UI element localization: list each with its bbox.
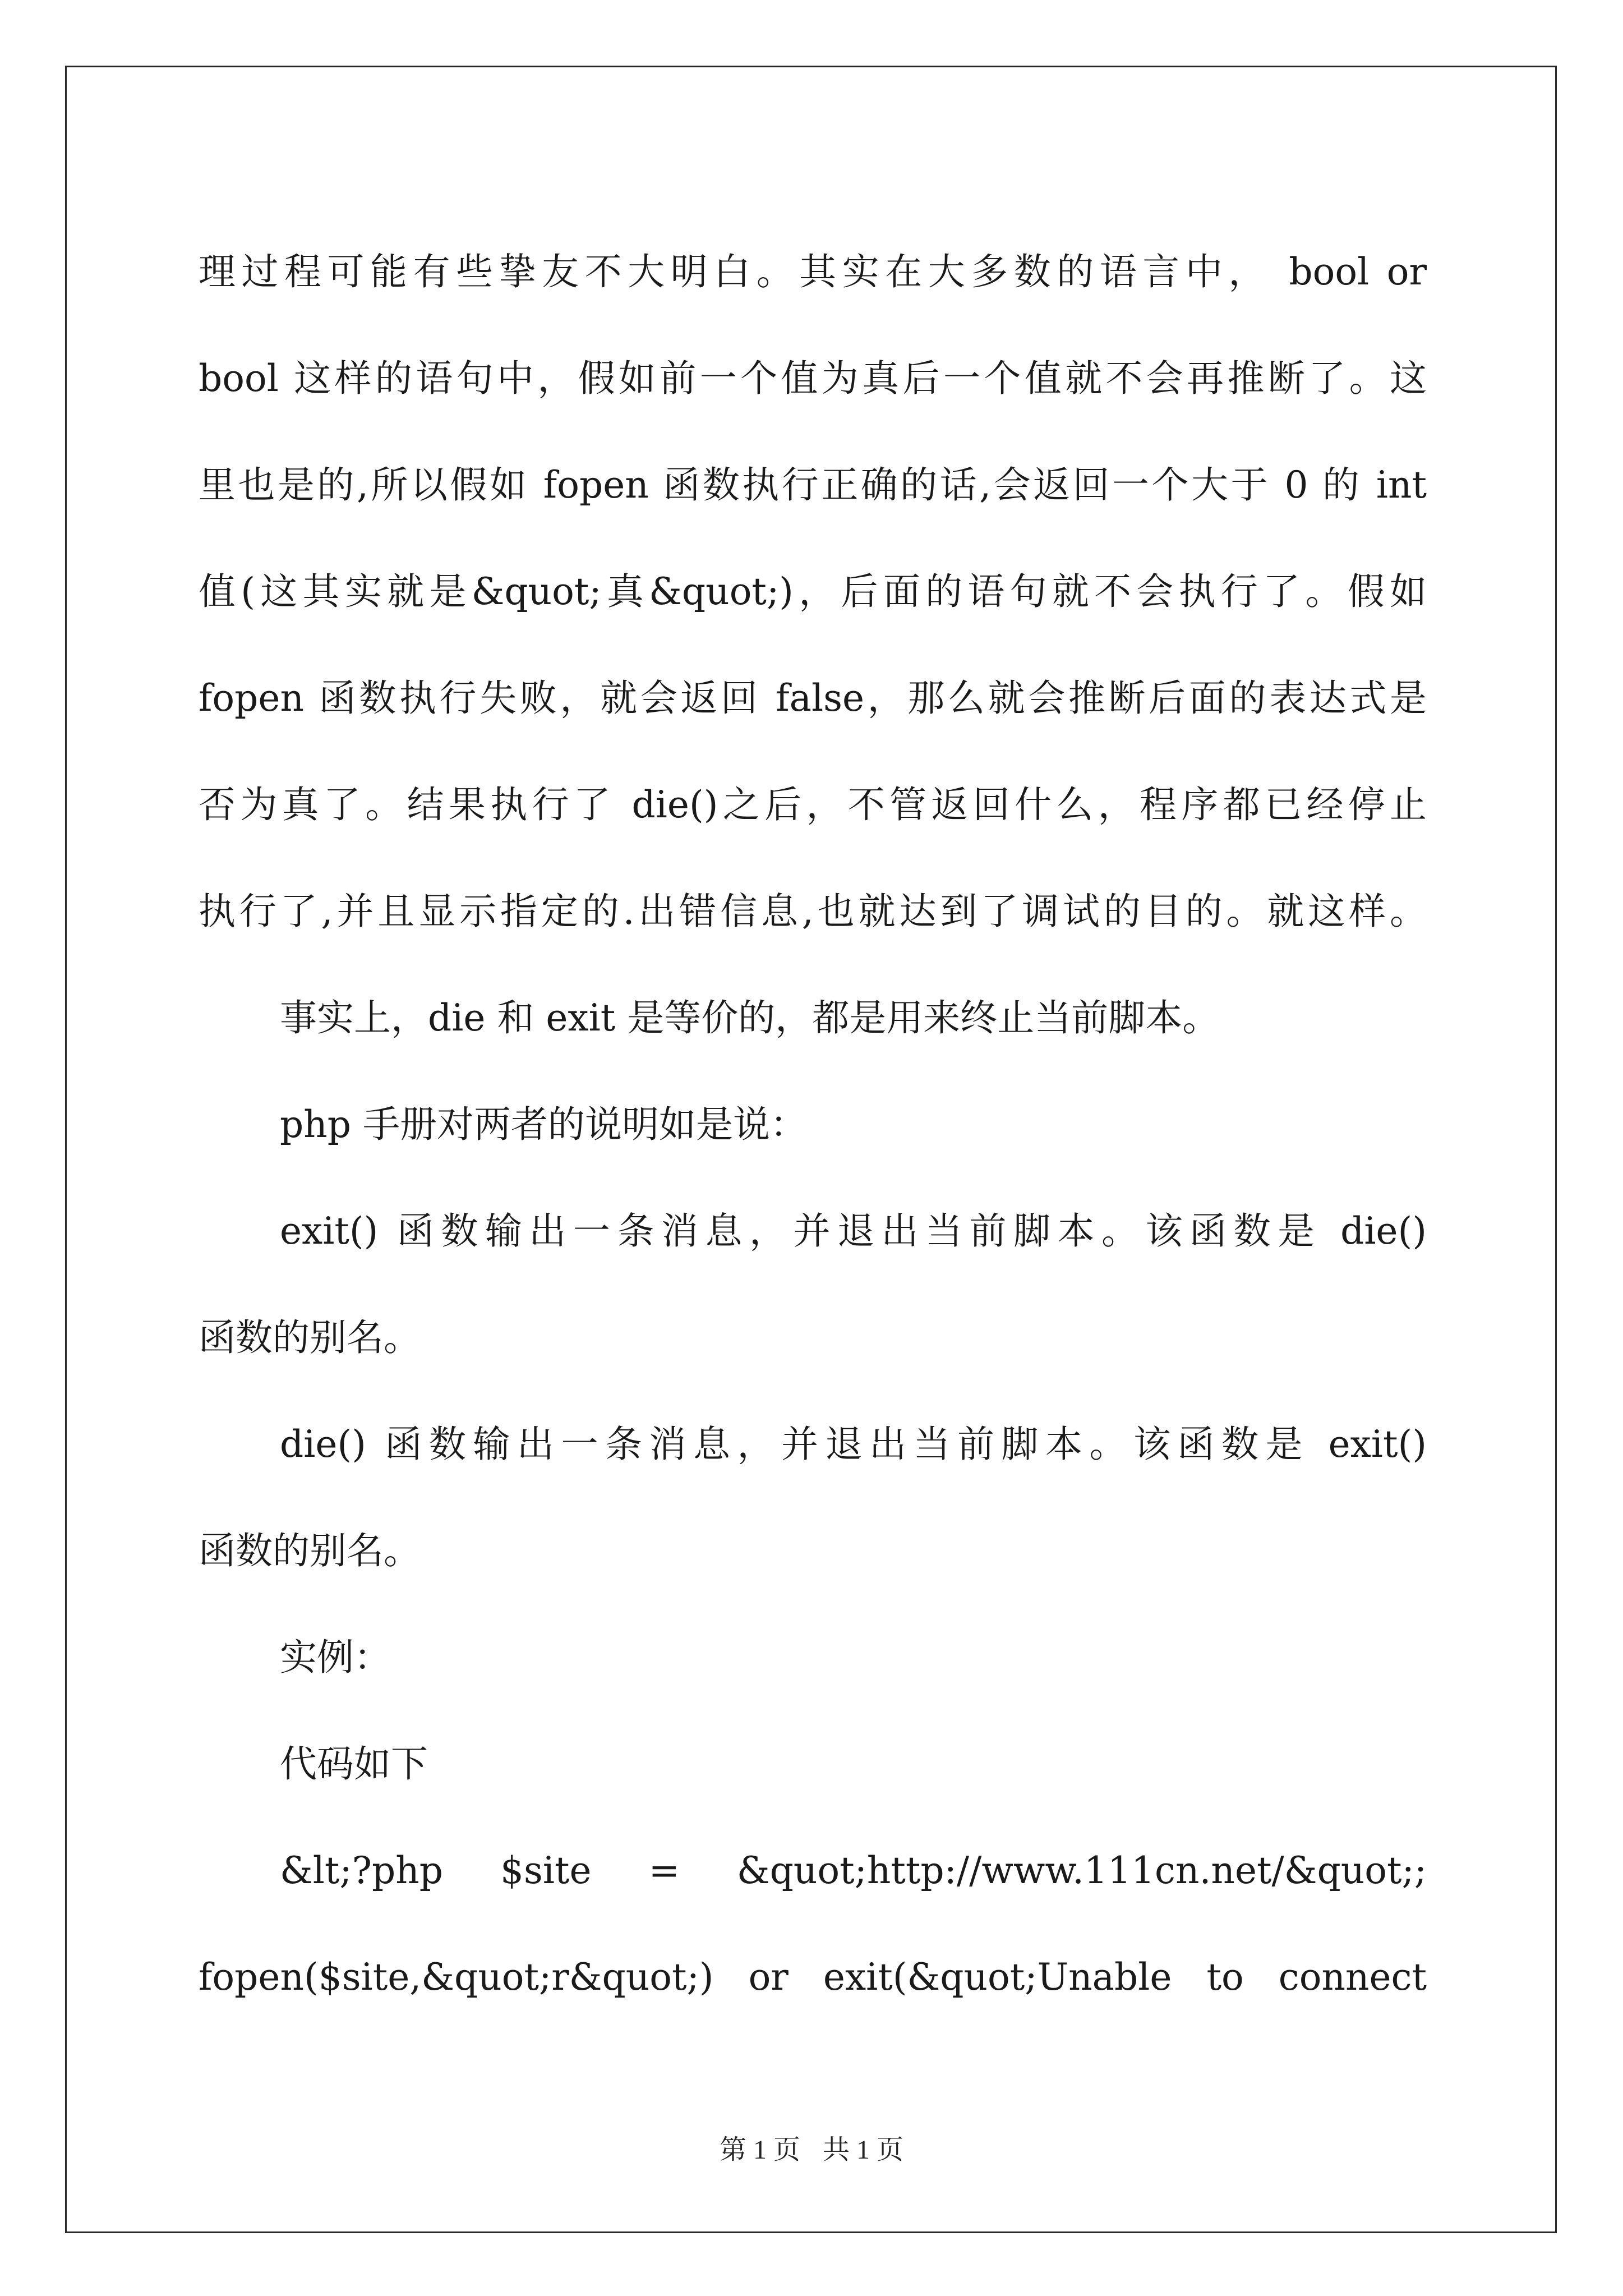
- paragraph-line: die() 函数输出一条消息，并退出当前脚本。该函数是 exit(): [280, 1423, 1427, 1466]
- paragraph-line: php 手册对两者的说明如是说：: [280, 1103, 807, 1146]
- page-total: 共 1 页: [823, 2135, 904, 2165]
- paragraph-line: 事实上，die 和 exit 是等价的，都是用来终止当前脚本。: [280, 996, 1220, 1039]
- paragraph-line: bool 这样的语句中，假如前一个值为真后一个值就不会再推断了。这: [199, 357, 1427, 400]
- paragraph-line: exit() 函数输出一条消息，并退出当前脚本。该函数是 die(): [280, 1209, 1427, 1253]
- paragraph-line: 函数的别名。: [199, 1529, 421, 1572]
- paragraph-line: 代码如下: [280, 1742, 428, 1786]
- document-body: [199, 219, 1427, 2031]
- paragraph-line: fopen 函数执行失败，就会返回 false，那么就会推断后面的表达式是: [199, 677, 1427, 720]
- page-number: 第 1 页: [719, 2135, 800, 2165]
- paragraph-line: 里也是的,所以假如 fopen 函数执行正确的话,会返回一个大于 0 的 int: [199, 463, 1427, 507]
- paragraph-line: 实例：: [280, 1636, 391, 1679]
- code-line: fopen($site,&quot;r&quot;) or exit(&quot;Unable to connect: [199, 1955, 1427, 1999]
- paragraph-line: 否为真了。结果执行了 die()之后，不管返回什么，程序都已经停止: [199, 783, 1427, 826]
- paragraph-line: 函数的别名。: [199, 1316, 421, 1359]
- paragraph-line: 理过程可能有些挚友不大明白。其实在大多数的语言中， bool or: [199, 250, 1427, 293]
- page-footer: [0, 2133, 1623, 2167]
- paragraph-line: 值(这其实就是&quot;真&quot;)，后面的语句就不会执行了。假如: [199, 570, 1427, 613]
- code-line: &lt;?php $site = &quot;http://www.111cn.net/&quot;;: [280, 1849, 1427, 1892]
- paragraph-line: 执行了,并且显示指定的.出错信息,也就达到了调试的目的。就这样。: [199, 890, 1427, 933]
